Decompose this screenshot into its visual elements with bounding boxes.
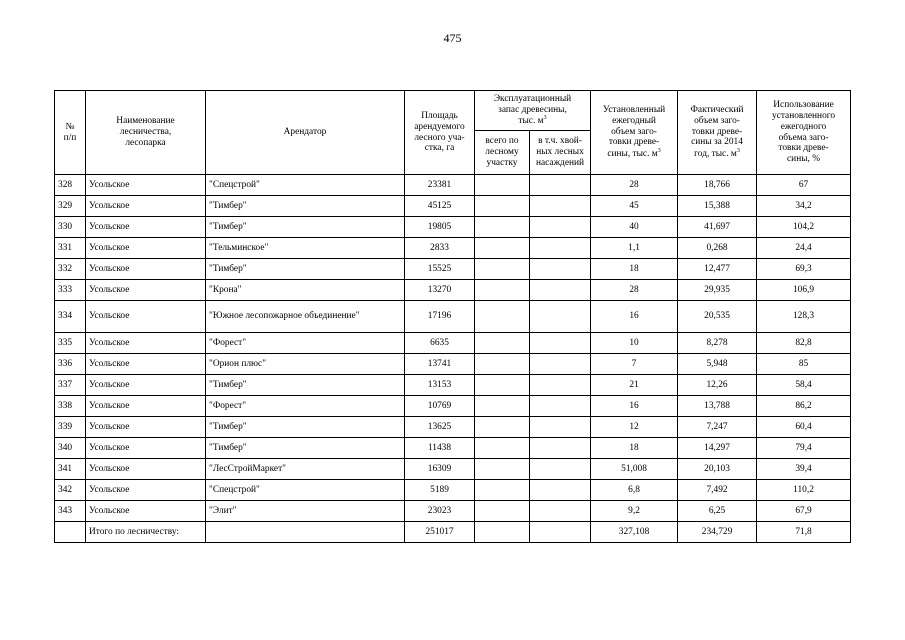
usage-cell: 85: [757, 354, 851, 375]
stock-mature-cell: [530, 417, 591, 438]
stock-mature-cell: [530, 259, 591, 280]
usage-cell: 110,2: [757, 480, 851, 501]
tenant-cell: "Тельминское": [206, 238, 405, 259]
forestry-cell: Усольское: [86, 375, 206, 396]
forestry-cell: Усольское: [86, 259, 206, 280]
header-line: [681, 116, 753, 127]
row-number-cell: 336: [55, 354, 86, 375]
header-usage: [757, 91, 851, 175]
header-line: [594, 127, 674, 138]
usage-cell: 106,9: [757, 280, 851, 301]
total-stock-total-cell: [475, 522, 530, 543]
forestry-cell: Усольское: [86, 501, 206, 522]
actual-cell: 7,492: [678, 480, 757, 501]
stock-mature-cell: [530, 396, 591, 417]
header-line: арендуемого: [414, 121, 465, 132]
actual-cell: 15,388: [678, 196, 757, 217]
table-row: [55, 417, 851, 438]
tenant-cell: "Форест": [206, 396, 405, 417]
area-cell: 23023: [405, 501, 475, 522]
forestry-cell: Усольское: [86, 196, 206, 217]
area-cell: 13741: [405, 354, 475, 375]
stock-total-cell: [475, 259, 530, 280]
stock-total-cell: [475, 396, 530, 417]
table-row: [55, 396, 851, 417]
usage-cell: 82,8: [757, 333, 851, 354]
header-stock-group: [475, 91, 591, 131]
actual-cell: 29,935: [678, 280, 757, 301]
row-number-cell: 330: [55, 217, 86, 238]
stock-mature-cell: [530, 217, 591, 238]
forestry-cell: Усольское: [86, 480, 206, 501]
row-number-cell: 337: [55, 375, 86, 396]
total-empty-cell: [55, 522, 86, 543]
usage-cell: 39,4: [757, 459, 851, 480]
tenant-cell: "ЛесСтройМаркет": [206, 459, 405, 480]
header-text: год, тыс. м: [694, 149, 737, 160]
stock-mature-cell: [530, 280, 591, 301]
allowable-cell: 51,008: [591, 459, 678, 480]
forestry-cell: Усольское: [86, 301, 206, 333]
unit-superscript: 3: [736, 148, 740, 155]
header-line: Наименование: [116, 116, 175, 127]
area-cell: 6635: [405, 333, 475, 354]
tenant-cell: "Южное лесопожарное объединение": [206, 301, 405, 333]
actual-cell: 13,788: [678, 396, 757, 417]
header-text: ежегодный: [612, 115, 656, 126]
header-line: [681, 137, 753, 148]
table-row: [55, 438, 851, 459]
header-line: лесничества,: [119, 127, 172, 138]
header-text: объем заго-: [694, 115, 740, 126]
usage-cell: 104,2: [757, 217, 851, 238]
usage-cell: 24,4: [757, 238, 851, 259]
area-cell: 15525: [405, 259, 475, 280]
allowable-cell: 16: [591, 301, 678, 333]
header-line: [594, 105, 674, 116]
header-line: лесопарка: [125, 137, 166, 148]
tenant-cell: "Тимбер": [206, 417, 405, 438]
table-row: [55, 480, 851, 501]
table-row: [55, 375, 851, 396]
tenant-cell: "Форест": [206, 333, 405, 354]
tenant-cell: "Элит": [206, 501, 405, 522]
header-line: [594, 148, 674, 160]
header-line: товки древе-: [778, 143, 829, 154]
table-row: [55, 238, 851, 259]
table-row: [55, 459, 851, 480]
allowable-cell: 28: [591, 175, 678, 196]
stock-total-cell: [475, 417, 530, 438]
allowable-cell: 21: [591, 375, 678, 396]
allowable-cell: 18: [591, 259, 678, 280]
header-line: лесного уча-: [414, 132, 465, 143]
actual-cell: 5,948: [678, 354, 757, 375]
header-tenant: Арендатор: [206, 91, 405, 175]
area-cell: 10769: [405, 396, 475, 417]
row-number-cell: 334: [55, 301, 86, 333]
header-allowable: [591, 91, 678, 175]
stock-total-cell: [475, 333, 530, 354]
total-area-cell: 251017: [405, 522, 475, 543]
header-line: объема заго-: [778, 132, 829, 143]
allowable-cell: 28: [591, 280, 678, 301]
stock-mature-cell: [530, 459, 591, 480]
usage-cell: 58,4: [757, 375, 851, 396]
page-number: 475: [443, 31, 462, 45]
header-line: [478, 105, 587, 116]
row-number-cell: 338: [55, 396, 86, 417]
forestry-cell: Усольское: [86, 396, 206, 417]
total-empty-cell: [206, 522, 405, 543]
header-line: насаждений: [535, 157, 585, 168]
allowable-cell: 12: [591, 417, 678, 438]
header-line: стка, га: [424, 143, 455, 154]
area-cell: 11438: [405, 438, 475, 459]
unit-superscript: 3: [657, 148, 661, 155]
area-cell: 17196: [405, 301, 475, 333]
stock-total-cell: [475, 175, 530, 196]
allowable-cell: 1,1: [591, 238, 678, 259]
forestry-cell: Усольское: [86, 217, 206, 238]
allowable-cell: 6,8: [591, 480, 678, 501]
stock-mature-cell: [530, 438, 591, 459]
actual-cell: 12,26: [678, 375, 757, 396]
header-line: [681, 127, 753, 138]
header-line: всего по: [485, 136, 519, 147]
table-row: [55, 280, 851, 301]
header-area: [405, 91, 475, 175]
area-cell: 13625: [405, 417, 475, 438]
forestry-cell: Усольское: [86, 175, 206, 196]
allowable-cell: 10: [591, 333, 678, 354]
actual-cell: 20,535: [678, 301, 757, 333]
table-body: [55, 175, 851, 543]
header-line: ежегодного: [780, 121, 827, 132]
header-line: [478, 115, 587, 127]
usage-cell: 86,2: [757, 396, 851, 417]
area-cell: 13270: [405, 280, 475, 301]
usage-cell: 67,9: [757, 501, 851, 522]
usage-cell: 79,4: [757, 438, 851, 459]
total-actual-cell: 234,729: [678, 522, 757, 543]
row-number-cell: 341: [55, 459, 86, 480]
header-line: лесному: [485, 147, 519, 158]
actual-cell: 12,477: [678, 259, 757, 280]
allowable-cell: 16: [591, 396, 678, 417]
area-cell: 13153: [405, 375, 475, 396]
table-row: [55, 217, 851, 238]
forestry-cell: Усольское: [86, 438, 206, 459]
stock-mature-cell: [530, 480, 591, 501]
stock-mature-cell: [530, 333, 591, 354]
usage-cell: 67: [757, 175, 851, 196]
row-number-cell: 329: [55, 196, 86, 217]
row-number-cell: 340: [55, 438, 86, 459]
header-text: товки древе-: [608, 137, 660, 148]
header-text: товки древе-: [691, 126, 743, 137]
header-line: установленного: [771, 110, 836, 121]
header-line: п/п: [63, 132, 77, 143]
area-cell: 45125: [405, 196, 475, 217]
header-text: запас древесины,: [498, 104, 567, 115]
header-stock-total: [475, 131, 530, 175]
total-row: [55, 522, 851, 543]
tenant-cell: "Крона": [206, 280, 405, 301]
header-line: в т.ч. хвой-: [538, 136, 582, 147]
tenant-cell: "Спецстрой": [206, 480, 405, 501]
forestry-cell: Усольское: [86, 459, 206, 480]
header-text: сины, тыс. м: [607, 149, 658, 160]
header-line: Использование: [773, 100, 834, 111]
forestry-cell: Усольское: [86, 417, 206, 438]
allowable-cell: 7: [591, 354, 678, 375]
actual-cell: 8,278: [678, 333, 757, 354]
stock-total-cell: [475, 459, 530, 480]
area-cell: 2833: [405, 238, 475, 259]
header-line: сины, %: [787, 154, 821, 165]
header-line: Площадь: [421, 110, 458, 121]
total-label: Итого по лесничеству:: [86, 522, 206, 543]
table-row: [55, 175, 851, 196]
stock-total-cell: [475, 238, 530, 259]
stock-total-cell: [475, 480, 530, 501]
unit-superscript: 3: [543, 115, 547, 122]
actual-cell: 18,766: [678, 175, 757, 196]
header-line: ных лесных: [536, 147, 584, 158]
actual-cell: 6,25: [678, 501, 757, 522]
usage-cell: 34,2: [757, 196, 851, 217]
header-line: [681, 148, 753, 160]
table-row: [55, 301, 851, 333]
usage-cell: 60,4: [757, 417, 851, 438]
stock-total-cell: [475, 438, 530, 459]
tenant-cell: "Спецстрой": [206, 175, 405, 196]
header-line: [681, 105, 753, 116]
stock-total-cell: [475, 217, 530, 238]
tenant-cell: "Тимбер": [206, 217, 405, 238]
total-allowable-cell: 327,108: [591, 522, 678, 543]
row-number-cell: 328: [55, 175, 86, 196]
header-actual: [678, 91, 757, 175]
stock-mature-cell: [530, 375, 591, 396]
total-stock-mature-cell: [530, 522, 591, 543]
stock-total-cell: [475, 301, 530, 333]
header-text: тыс. м: [518, 116, 544, 127]
area-cell: 16309: [405, 459, 475, 480]
stock-mature-cell: [530, 175, 591, 196]
table-row: [55, 354, 851, 375]
actual-cell: 0,268: [678, 238, 757, 259]
total-usage-cell: 71,8: [757, 522, 851, 543]
header-forestry: [86, 91, 206, 175]
area-cell: 19805: [405, 217, 475, 238]
header-text: сины за 2014: [691, 137, 743, 148]
area-cell: 23381: [405, 175, 475, 196]
stock-mature-cell: [530, 301, 591, 333]
header-line: №: [65, 121, 75, 132]
tenant-cell: "Тимбер": [206, 438, 405, 459]
allowable-cell: 18: [591, 438, 678, 459]
row-number-cell: 342: [55, 480, 86, 501]
stock-mature-cell: [530, 501, 591, 522]
actual-cell: 41,697: [678, 217, 757, 238]
stock-total-cell: [475, 501, 530, 522]
actual-cell: 14,297: [678, 438, 757, 459]
allowable-cell: 45: [591, 196, 678, 217]
actual-cell: 7,247: [678, 417, 757, 438]
tenant-cell: "Орион плюс": [206, 354, 405, 375]
stock-mature-cell: [530, 196, 591, 217]
table-row: [55, 196, 851, 217]
tenant-cell: "Тимбер": [206, 259, 405, 280]
forestry-lease-table: [54, 90, 851, 543]
row-number-cell: 335: [55, 333, 86, 354]
forestry-cell: Усольское: [86, 280, 206, 301]
header-num: [55, 91, 86, 175]
stock-total-cell: [475, 196, 530, 217]
stock-mature-cell: [530, 238, 591, 259]
usage-cell: 69,3: [757, 259, 851, 280]
stock-total-cell: [475, 375, 530, 396]
allowable-cell: 40: [591, 217, 678, 238]
row-number-cell: 339: [55, 417, 86, 438]
allowable-cell: 9,2: [591, 501, 678, 522]
stock-total-cell: [475, 354, 530, 375]
row-number-cell: 331: [55, 238, 86, 259]
table-row: [55, 333, 851, 354]
tenant-cell: "Тимбер": [206, 375, 405, 396]
forestry-cell: Усольское: [86, 238, 206, 259]
header-line: [594, 116, 674, 127]
usage-cell: 128,3: [757, 301, 851, 333]
header-line: [594, 137, 674, 148]
header-text: объем заго-: [611, 126, 657, 137]
header-stock-mature: [530, 131, 591, 175]
row-number-cell: 333: [55, 280, 86, 301]
area-cell: 5189: [405, 480, 475, 501]
row-number-cell: 332: [55, 259, 86, 280]
forestry-cell: Усольское: [86, 333, 206, 354]
header-text: Установленный: [602, 104, 666, 115]
table-row: [55, 501, 851, 522]
stock-total-cell: [475, 280, 530, 301]
header-line: участку: [486, 157, 518, 168]
header-text: Эксплуатационный: [493, 93, 572, 104]
actual-cell: 20,103: [678, 459, 757, 480]
header-text: Фактический: [690, 104, 744, 115]
table-row: [55, 259, 851, 280]
header-line: [478, 94, 587, 105]
stock-mature-cell: [530, 354, 591, 375]
forestry-cell: Усольское: [86, 354, 206, 375]
row-number-cell: 343: [55, 501, 86, 522]
tenant-cell: "Тимбер": [206, 196, 405, 217]
